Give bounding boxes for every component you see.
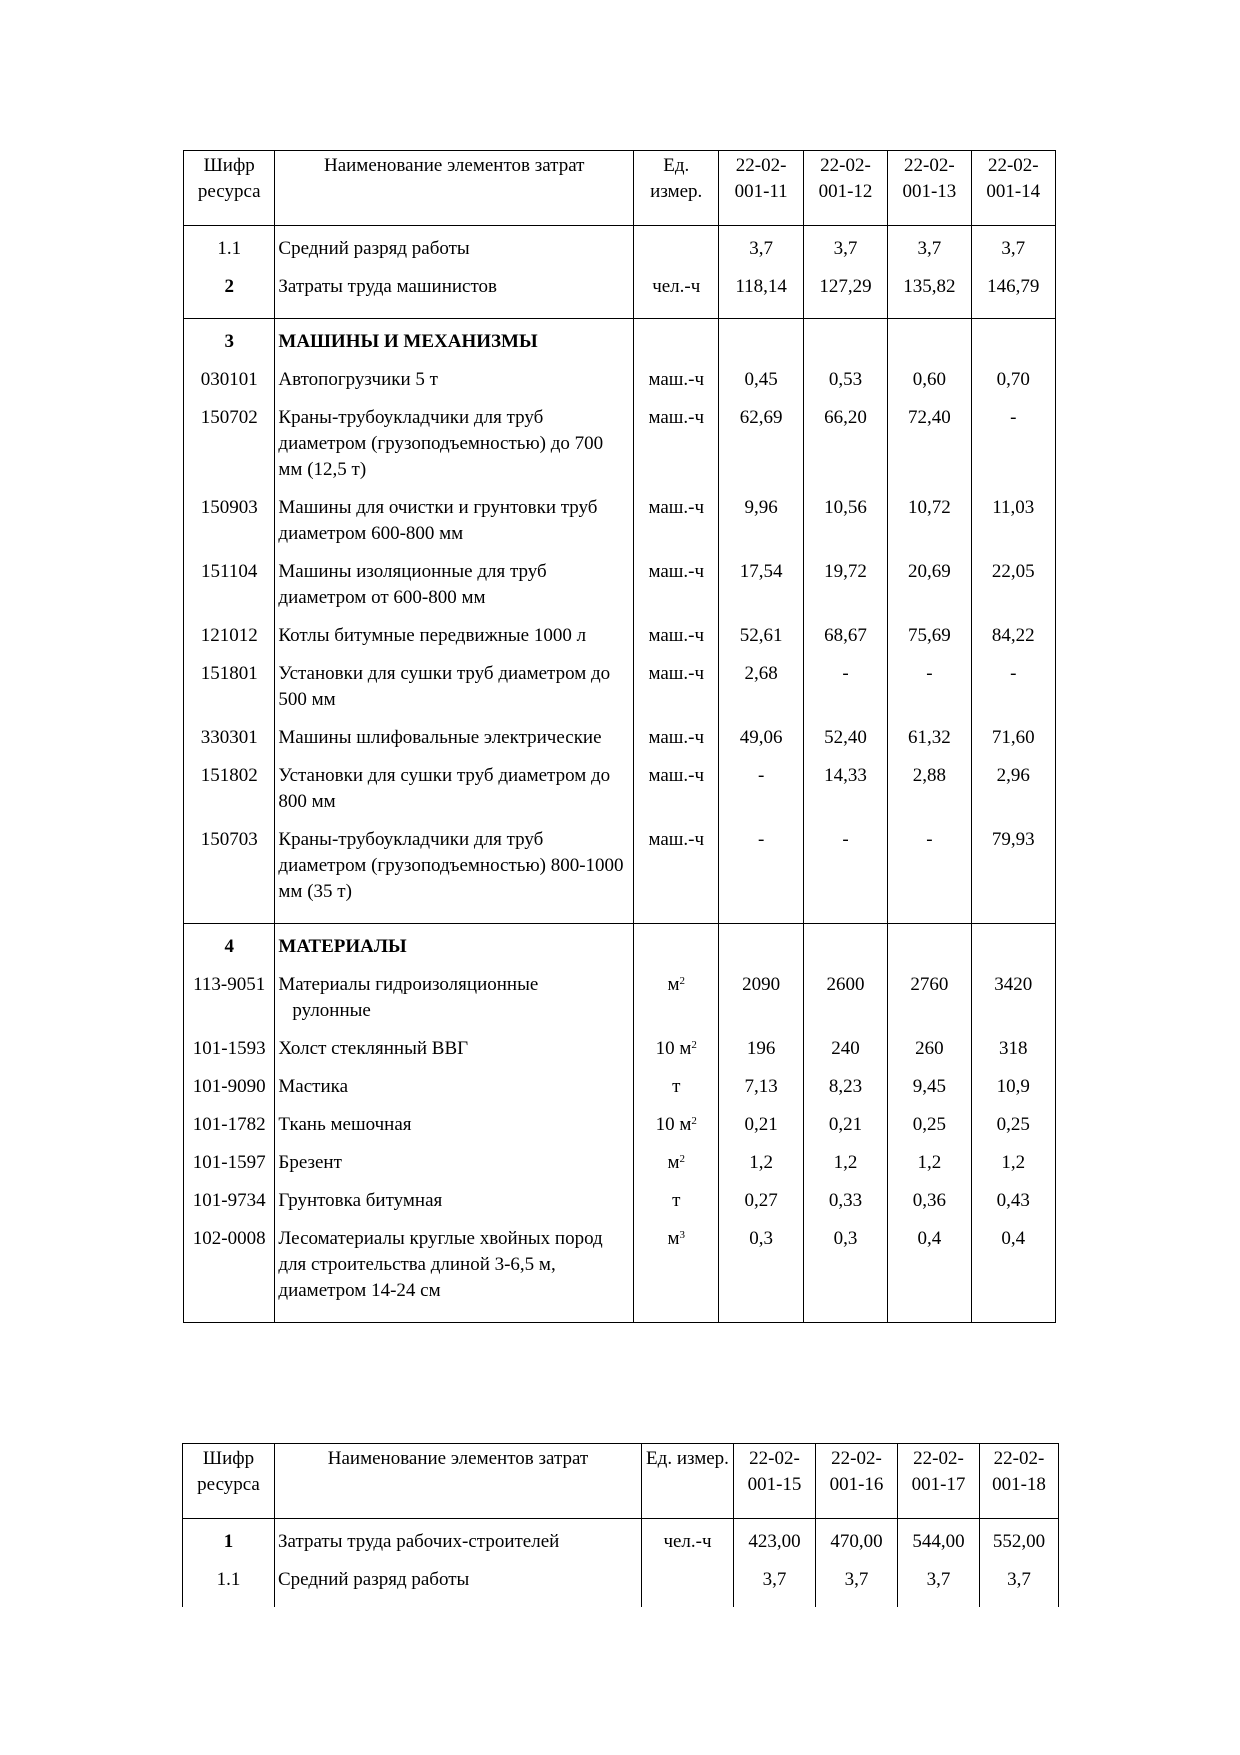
row-value: 68,67 <box>803 611 887 649</box>
table-row <box>184 1062 1056 1100</box>
row-unit: чел.-ч <box>642 1519 734 1556</box>
header-col: 22-02-001-11 <box>719 151 803 226</box>
row-value: 118,14 <box>719 262 803 300</box>
header-unit: Ед. измер. <box>634 151 719 226</box>
row-value: 0,21 <box>719 1100 803 1138</box>
row-unit: маш.-ч <box>634 611 719 649</box>
row-value: 14,33 <box>803 751 887 815</box>
section-title: МАТЕРИАЛЫ <box>275 924 634 961</box>
row-value: 17,54 <box>719 547 803 611</box>
table-row <box>184 649 1056 713</box>
row-name: Краны-трубоукладчики для труб диаметром (грузоподъемностью) 800-1000 мм (35 т) <box>275 815 634 905</box>
row-value: 3420 <box>971 960 1055 1024</box>
row-unit: маш.-ч <box>634 355 719 393</box>
row-code: 101-9734 <box>184 1176 275 1214</box>
row-unit: маш.-ч <box>634 815 719 905</box>
row-value: 0,21 <box>803 1100 887 1138</box>
section-row-machines <box>184 319 1056 356</box>
header-col: 22-02-001-13 <box>888 151 971 226</box>
row-name: Ткань мешочная <box>275 1100 634 1138</box>
row-value: 22,05 <box>971 547 1055 611</box>
row-value: 72,40 <box>888 393 971 483</box>
row-name: Средний разряд работы <box>275 1555 642 1607</box>
row-value: 240 <box>803 1024 887 1062</box>
row-value: 2,96 <box>971 751 1055 815</box>
row-value: 62,69 <box>719 393 803 483</box>
row-value: 49,06 <box>719 713 803 751</box>
row-name <box>275 960 634 1024</box>
header-code: Шифр ресурса <box>183 1444 275 1519</box>
row-value: - <box>971 649 1055 713</box>
row-value: 52,61 <box>719 611 803 649</box>
row-value: - <box>971 393 1055 483</box>
header-unit: Ед. измер. <box>642 1444 734 1519</box>
row-value: 0,25 <box>971 1100 1055 1138</box>
row-name: Грунтовка битумная <box>275 1176 634 1214</box>
row-code: 150703 <box>184 815 275 905</box>
row-value: 318 <box>971 1024 1055 1062</box>
table-row <box>184 262 1056 300</box>
row-code: 113-9051 <box>184 960 275 1024</box>
row-name: Лесоматериалы круглые хвойных пород для строительства длиной 3-6,5 м, диаметром 14-24 см <box>275 1214 634 1304</box>
table-header-row <box>183 1444 1059 1519</box>
row-value: 0,33 <box>803 1176 887 1214</box>
row-unit <box>634 226 719 263</box>
row-code: 150702 <box>184 393 275 483</box>
row-value: 3,7 <box>980 1555 1059 1607</box>
table-row <box>184 483 1056 547</box>
row-code: 1.1 <box>184 226 275 263</box>
row-unit: т <box>634 1176 719 1214</box>
row-code: 102-0008 <box>184 1214 275 1304</box>
header-col: 22-02-001-15 <box>734 1444 816 1519</box>
row-code: 101-9090 <box>184 1062 275 1100</box>
table-row <box>183 1519 1059 1556</box>
table-row <box>184 611 1056 649</box>
table-header-row <box>184 151 1056 226</box>
row-value: - <box>888 649 971 713</box>
row-name: Затраты труда машинистов <box>275 262 634 300</box>
row-value: 66,20 <box>803 393 887 483</box>
row-value: 544,00 <box>898 1519 980 1556</box>
row-unit: т <box>634 1062 719 1100</box>
row-name: Холст стеклянный ВВГ <box>275 1024 634 1062</box>
row-value: 0,25 <box>888 1100 971 1138</box>
row-value: 61,32 <box>888 713 971 751</box>
table-row <box>184 815 1056 905</box>
row-value: 1,2 <box>888 1138 971 1176</box>
row-value: 10,9 <box>971 1062 1055 1100</box>
row-value: 3,7 <box>816 1555 898 1607</box>
row-value: 84,22 <box>971 611 1055 649</box>
row-code: 101-1597 <box>184 1138 275 1176</box>
row-name-line: Материалы гидроизоляционные <box>278 974 539 995</box>
row-code: 150903 <box>184 483 275 547</box>
row-value: 0,36 <box>888 1176 971 1214</box>
header-col: 22-02-001-18 <box>980 1444 1059 1519</box>
row-value: 3,7 <box>803 226 887 263</box>
section-code: 3 <box>184 319 275 356</box>
row-unit: $м^2$ <box>634 1138 719 1176</box>
header-name: Наименование элементов затрат <box>275 151 634 226</box>
table-row <box>184 960 1056 1024</box>
table-row <box>184 226 1056 263</box>
table-row <box>184 1176 1056 1214</box>
row-code: 030101 <box>184 355 275 393</box>
row-name: Машины для очистки и грунтовки труб диаметром 600-800 мм <box>275 483 634 547</box>
header-col: 22-02-001-17 <box>898 1444 980 1519</box>
row-value: 3,7 <box>898 1555 980 1607</box>
row-value: 3,7 <box>971 226 1055 263</box>
header-code: Шифр ресурса <box>184 151 275 226</box>
row-value: 2,88 <box>888 751 971 815</box>
row-value: 0,3 <box>803 1214 887 1304</box>
row-value: 7,13 <box>719 1062 803 1100</box>
row-value: 196 <box>719 1024 803 1062</box>
section-code: 4 <box>184 924 275 961</box>
row-value: 0,3 <box>719 1214 803 1304</box>
table-row <box>184 393 1056 483</box>
row-value: 2760 <box>888 960 971 1024</box>
row-value: - <box>719 815 803 905</box>
row-value: 1,2 <box>803 1138 887 1176</box>
row-value: 3,7 <box>888 226 971 263</box>
row-value: 0,4 <box>888 1214 971 1304</box>
row-value: 2090 <box>719 960 803 1024</box>
row-value: 9,96 <box>719 483 803 547</box>
row-unit <box>642 1555 734 1607</box>
row-name: Брезент <box>275 1138 634 1176</box>
row-code: 330301 <box>184 713 275 751</box>
table-row <box>184 547 1056 611</box>
row-value: 1,2 <box>971 1138 1055 1176</box>
header-name: Наименование элементов затрат <box>275 1444 642 1519</box>
resource-table-2 <box>182 1443 1059 1607</box>
row-name: Установки для сушки труб диаметром до 800 мм <box>275 751 634 815</box>
row-value: 2,68 <box>719 649 803 713</box>
row-value: 0,53 <box>803 355 887 393</box>
row-unit: чел.-ч <box>634 262 719 300</box>
row-code: 121012 <box>184 611 275 649</box>
row-name: Средний разряд работы <box>275 226 634 263</box>
row-value: 8,23 <box>803 1062 887 1100</box>
row-code: 151802 <box>184 751 275 815</box>
row-value: 146,79 <box>971 262 1055 300</box>
row-value: - <box>719 751 803 815</box>
row-code: 1 <box>183 1519 275 1556</box>
row-value: 75,69 <box>888 611 971 649</box>
row-value: 0,27 <box>719 1176 803 1214</box>
table-row <box>184 751 1056 815</box>
row-value: - <box>803 649 887 713</box>
row-value: - <box>888 815 971 905</box>
row-unit: маш.-ч <box>634 751 719 815</box>
row-code: 101-1593 <box>184 1024 275 1062</box>
row-name: Затраты труда рабочих-строителей <box>275 1519 642 1556</box>
row-value: 0,70 <box>971 355 1055 393</box>
row-value: 260 <box>888 1024 971 1062</box>
row-value: 3,7 <box>734 1555 816 1607</box>
row-name: Мастика <box>275 1062 634 1100</box>
row-code: 151801 <box>184 649 275 713</box>
row-value: 127,29 <box>803 262 887 300</box>
row-name: Машины изоляционные для труб диаметром от 600-800 мм <box>275 547 634 611</box>
row-code: 151104 <box>184 547 275 611</box>
row-value: 79,93 <box>971 815 1055 905</box>
row-value: - <box>803 815 887 905</box>
row-value: 470,00 <box>816 1519 898 1556</box>
row-value: 0,60 <box>888 355 971 393</box>
row-value: 3,7 <box>719 226 803 263</box>
row-value: 71,60 <box>971 713 1055 751</box>
row-value: 423,00 <box>734 1519 816 1556</box>
row-value: 52,40 <box>803 713 887 751</box>
table-row <box>184 355 1056 393</box>
row-name-line: рулонные <box>292 1000 371 1021</box>
row-value: 0,4 <box>971 1214 1055 1304</box>
row-unit: 10 $м^2$ <box>634 1100 719 1138</box>
table-row <box>184 713 1056 751</box>
section-row-materials <box>184 924 1056 961</box>
table-row <box>184 1214 1056 1304</box>
row-value: 0,43 <box>971 1176 1055 1214</box>
row-value: 552,00 <box>980 1519 1059 1556</box>
header-col: 22-02-001-12 <box>803 151 887 226</box>
row-code: 101-1782 <box>184 1100 275 1138</box>
row-unit: 10 $м^2$ <box>634 1024 719 1062</box>
row-value: 135,82 <box>888 262 971 300</box>
row-value: 19,72 <box>803 547 887 611</box>
row-unit: $м^2$ <box>634 960 719 1024</box>
row-name: Машины шлифовальные электрические <box>275 713 634 751</box>
row-unit: маш.-ч <box>634 649 719 713</box>
row-unit: $м^3$ <box>634 1214 719 1304</box>
section-title: МАШИНЫ И МЕХАНИЗМЫ <box>275 319 634 356</box>
table-row <box>183 1555 1059 1607</box>
row-code: 2 <box>184 262 275 300</box>
row-value: 2600 <box>803 960 887 1024</box>
row-value: 0,45 <box>719 355 803 393</box>
header-col: 22-02-001-16 <box>816 1444 898 1519</box>
row-unit: маш.-ч <box>634 547 719 611</box>
row-value: 1,2 <box>719 1138 803 1176</box>
row-unit: маш.-ч <box>634 713 719 751</box>
header-col: 22-02-001-14 <box>971 151 1055 226</box>
resource-table-1 <box>183 150 1056 1323</box>
row-unit: маш.-ч <box>634 483 719 547</box>
row-unit: маш.-ч <box>634 393 719 483</box>
table-row <box>184 1100 1056 1138</box>
row-name: Краны-трубоукладчики для труб диаметром (грузоподъемностью) до 700 мм (12,5 т) <box>275 393 634 483</box>
row-value: 10,56 <box>803 483 887 547</box>
table-row <box>184 1138 1056 1176</box>
table-row <box>184 1024 1056 1062</box>
row-name: Автопогрузчики 5 т <box>275 355 634 393</box>
row-name: Установки для сушки труб диаметром до 500 мм <box>275 649 634 713</box>
row-code: 1.1 <box>183 1555 275 1607</box>
row-value: 11,03 <box>971 483 1055 547</box>
row-value: 10,72 <box>888 483 971 547</box>
row-value: 20,69 <box>888 547 971 611</box>
row-value: 9,45 <box>888 1062 971 1100</box>
row-name: Котлы битумные передвижные 1000 л <box>275 611 634 649</box>
